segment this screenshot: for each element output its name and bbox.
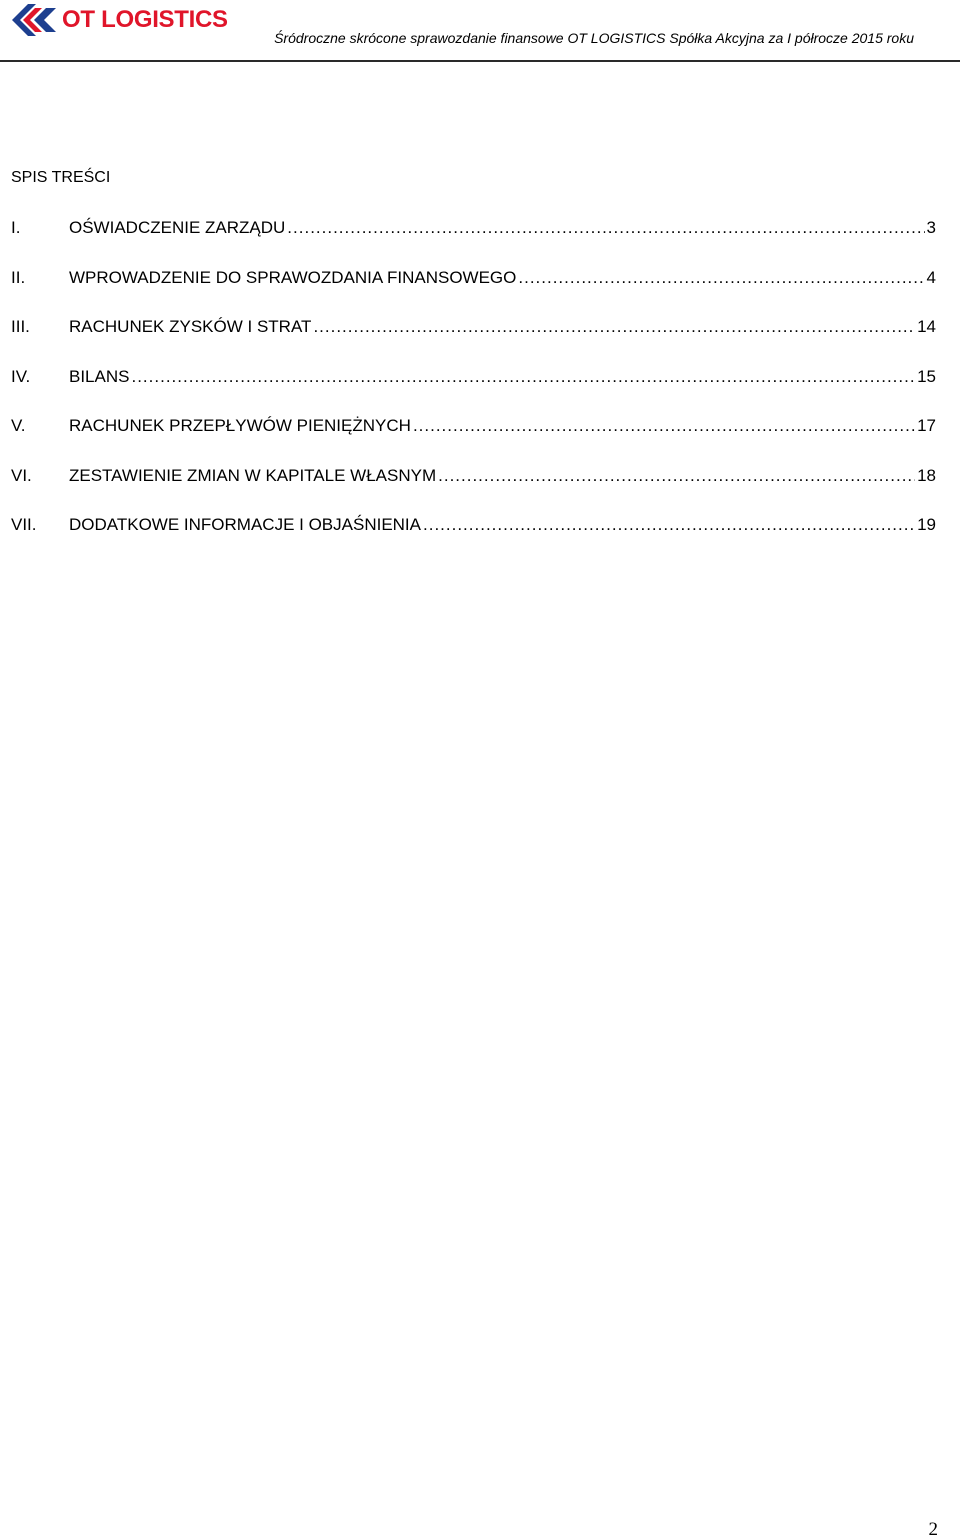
- toc-entry-label: ZESTAWIENIE ZMIAN W KAPITALE WŁASNYM: [69, 465, 437, 485]
- toc-entry-label: BILANS: [69, 366, 130, 386]
- toc-entry-number: VI.: [11, 465, 32, 485]
- page-header: [0, 0, 960, 62]
- toc-entry-label: RACHUNEK PRZEPŁYWÓW PIENIĘŻNYCH: [69, 416, 411, 435]
- toc-entry-page: 15: [917, 366, 936, 386]
- toc-entry-number: III.: [11, 317, 30, 336]
- toc-entry[interactable]: [11, 266, 936, 316]
- toc-leader-dots: [518, 266, 924, 290]
- toc-entry-number: IV.: [11, 366, 31, 386]
- toc-entry-number: VII.: [11, 515, 37, 534]
- toc-leader-dots: [287, 216, 924, 240]
- toc-entry-label: WPROWADZENIE DO SPRAWOZDANIA FINANSOWEGO: [69, 267, 517, 287]
- toc-entry[interactable]: [11, 464, 936, 514]
- toc-entry-page: 3: [926, 218, 936, 237]
- toc-entry-number: II.: [11, 267, 26, 287]
- toc-entry-label: OŚWIADCZENIE ZARZĄDU: [69, 218, 286, 237]
- document-title: Śródroczne skrócone sprawozdanie finansowe OT LOGISTICS Spółka Akcyjna za I półrocze 2015 roku: [274, 30, 914, 46]
- page-number: 2: [928, 1519, 938, 1540]
- toc-entry-number: V.: [11, 416, 26, 435]
- ot-logistics-logo-icon: [10, 2, 58, 38]
- toc-entry[interactable]: [11, 414, 936, 464]
- company-logo: [10, 2, 228, 38]
- toc-entry-page: 19: [917, 515, 936, 534]
- toc-leader-dots: [438, 464, 915, 488]
- toc-entry[interactable]: [11, 365, 936, 415]
- logo-text: OT LOGISTICS: [62, 6, 228, 33]
- toc-entry[interactable]: [11, 216, 936, 266]
- table-of-contents: [11, 216, 936, 563]
- toc-leader-dots: [131, 365, 915, 389]
- toc-heading: SPIS TREŚCI: [11, 169, 111, 186]
- toc-entry[interactable]: [11, 513, 936, 563]
- toc-leader-dots: [313, 315, 915, 339]
- toc-entry-page: 17: [917, 416, 936, 435]
- toc-entry-page: 4: [926, 267, 936, 287]
- toc-entry[interactable]: [11, 315, 936, 365]
- toc-entry-page: 18: [917, 465, 936, 485]
- toc-entry-label: DODATKOWE INFORMACJE I OBJAŚNIENIA: [69, 515, 421, 534]
- toc-leader-dots: [413, 414, 915, 438]
- toc-entry-number: I.: [11, 218, 21, 237]
- toc-leader-dots: [423, 513, 915, 537]
- toc-entry-page: 14: [917, 317, 936, 336]
- toc-entry-label: RACHUNEK ZYSKÓW I STRAT: [69, 317, 312, 336]
